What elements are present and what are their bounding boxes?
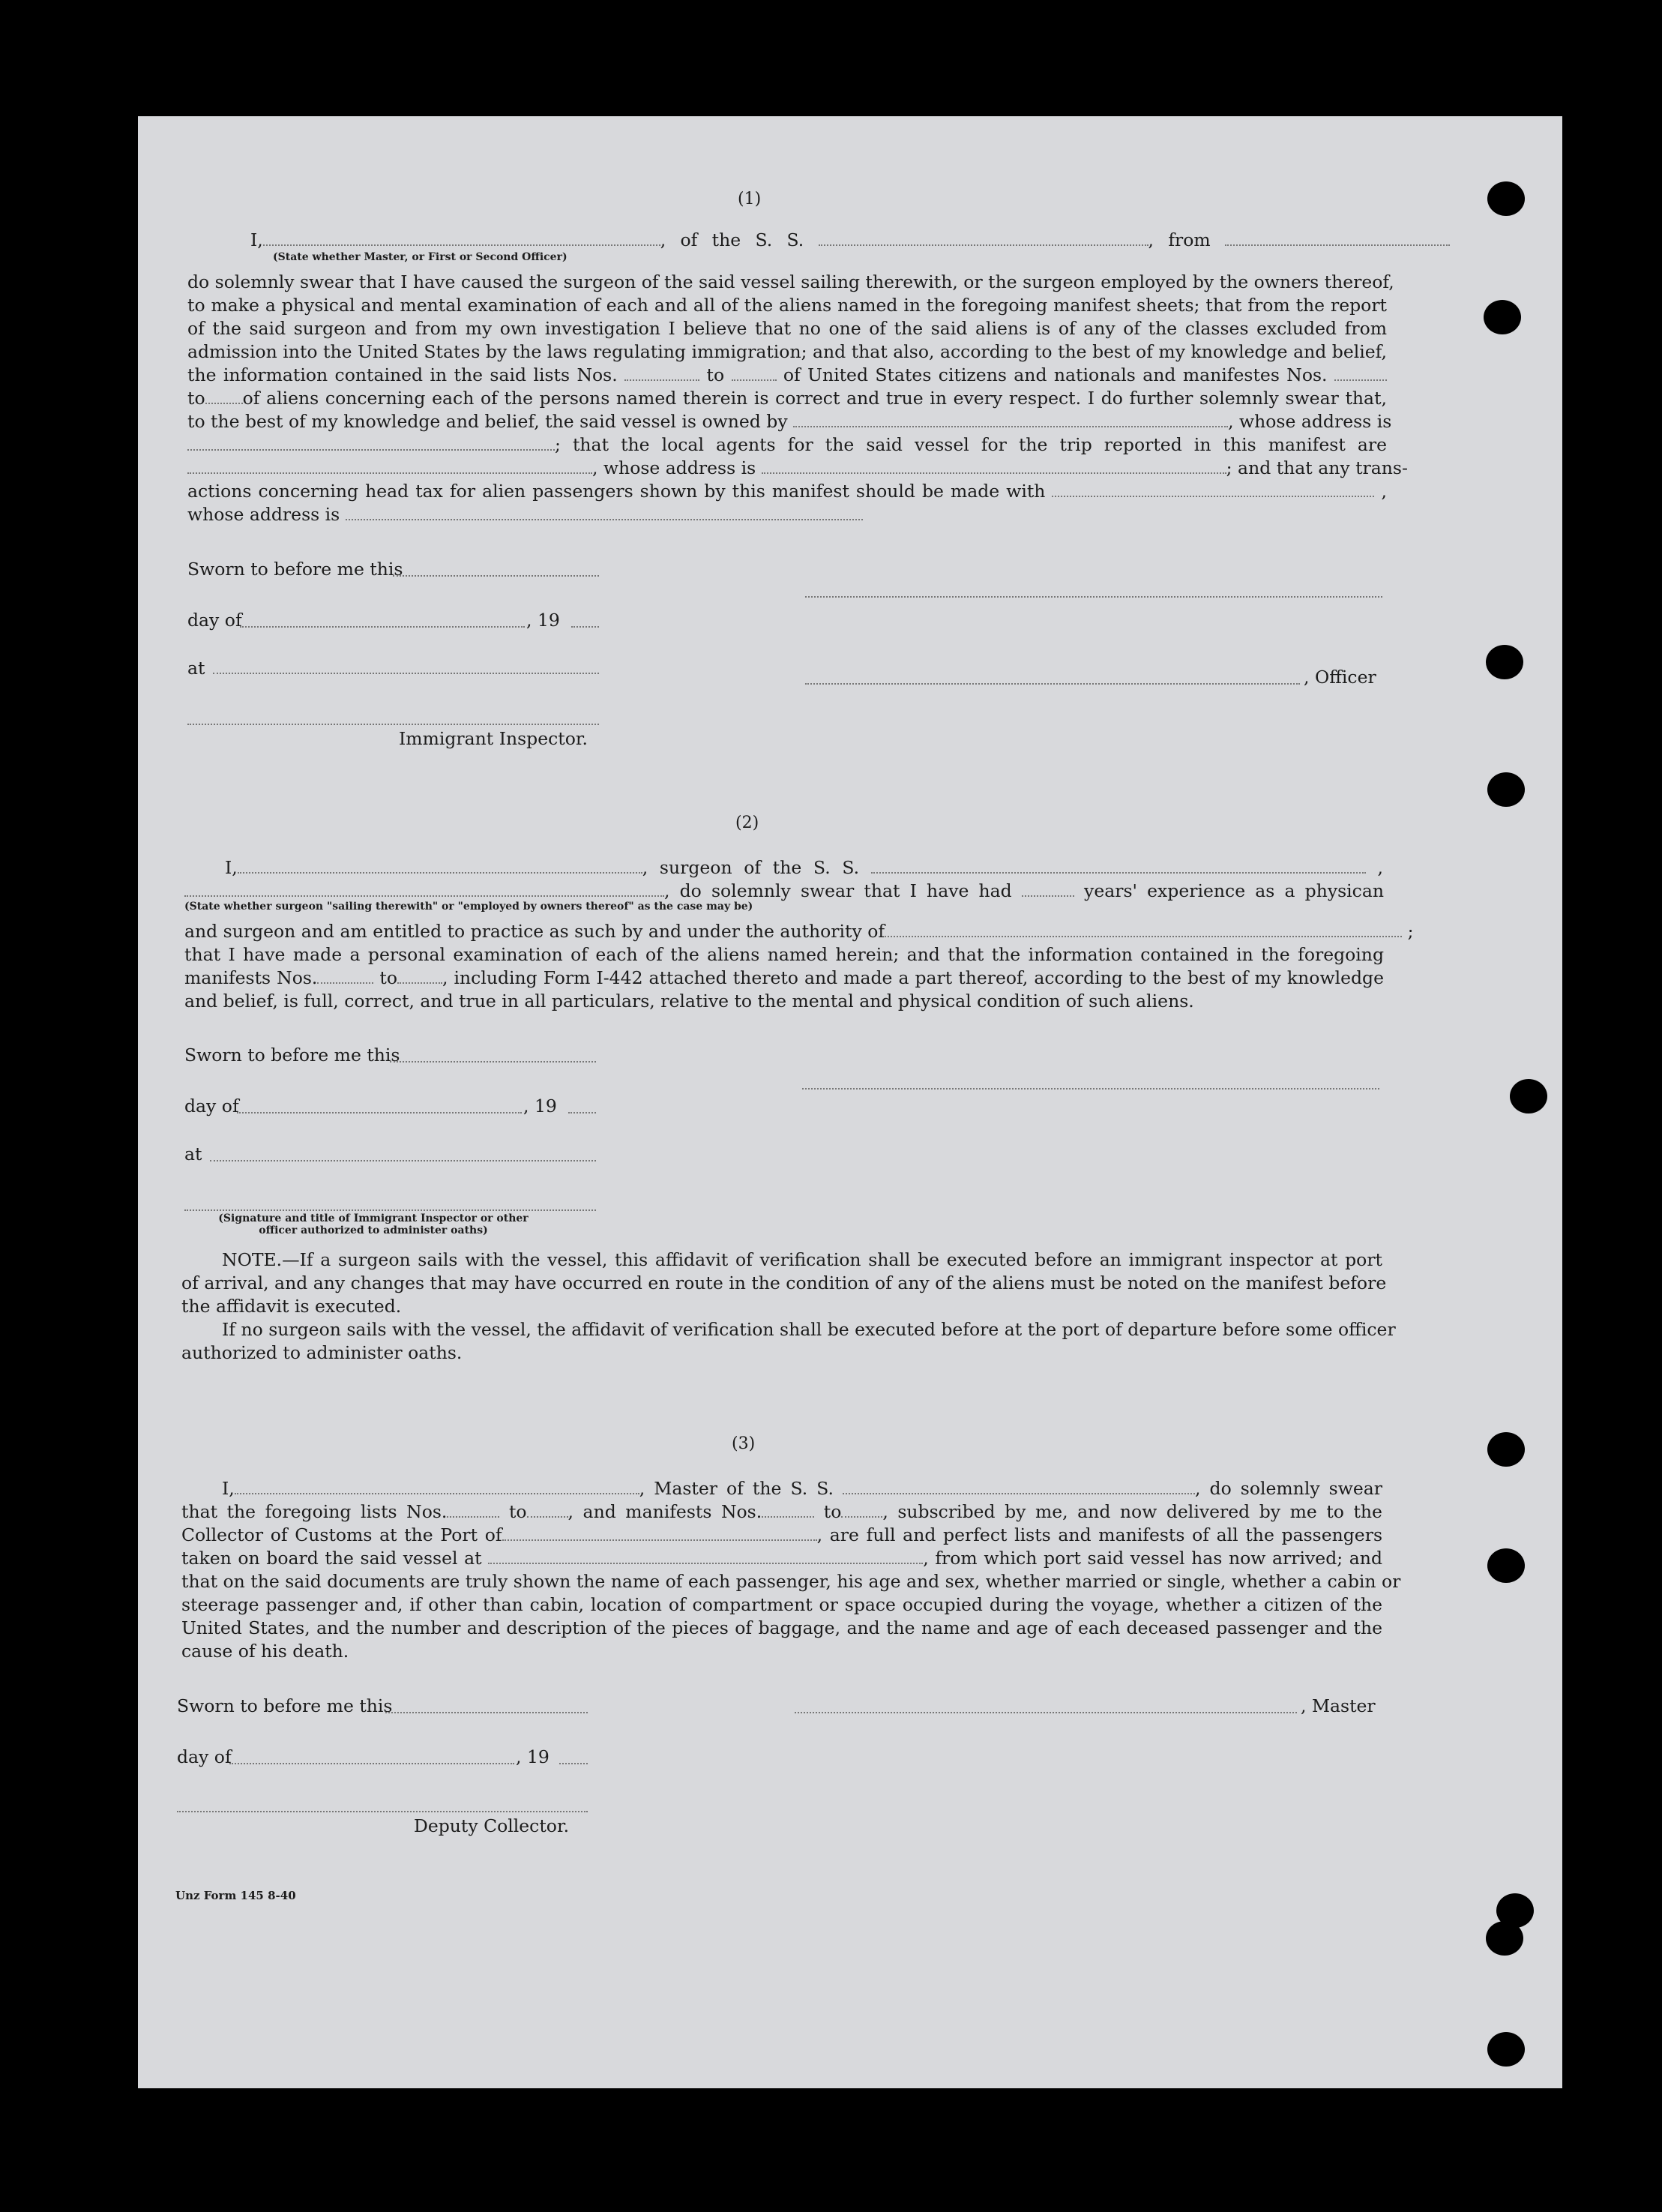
s3-body-7: cause of his death. (181, 1641, 349, 1662)
s2-sworn-line (390, 1061, 596, 1063)
document-page (138, 116, 1562, 2088)
s3-master-line (795, 1712, 1297, 1713)
s3-master-label: , Master (1301, 1695, 1376, 1716)
section-3-heading: (3) (732, 1434, 756, 1453)
s3-line-1: I, , Master of the S. S. , do solemnly swear (222, 1478, 1382, 1499)
s1-body-5: the information contained in the said lists Nos. to of United States citizens and nationals and manifestes Nos. (187, 364, 1387, 387)
punch-hole (1486, 1921, 1523, 1956)
s2-sworn: Sworn to before me this (184, 1045, 400, 1066)
s1-inspector-label: Immigrant Inspector. (399, 728, 588, 749)
punch-hole (1487, 1432, 1525, 1467)
s2-at: at (184, 1143, 202, 1164)
s3-day: day of (177, 1746, 232, 1767)
s2-body-4: and belief, is full, correct, and true in all particulars, relative to the mental and physical condition of such aliens. (184, 991, 1194, 1012)
s1-body-2: to make a physical and mental examination of each and all of the aliens named in the foregoing manifest sheets; that from the report (187, 295, 1387, 316)
punch-hole (1487, 181, 1525, 216)
s2-at-line (210, 1160, 596, 1161)
s2-year-line (568, 1112, 596, 1113)
s2-year: , 19 (523, 1096, 557, 1116)
s2-note-5: authorized to administer oaths. (181, 1342, 463, 1363)
s2-body-3: manifests Nos. to , including Form I-442 attached thereto and made a part thereof, according to the best of my knowledge (184, 967, 1384, 988)
s1-body-4: admission into the United States by the laws regulating immigration; and that also, according to the best of my knowledge and belief, (187, 341, 1387, 362)
section-1-heading: (1) (738, 190, 762, 208)
s2-officer-line (184, 1209, 596, 1211)
punch-hole (1510, 1079, 1547, 1113)
s1-body-7: to the best of my knowledge and belief, the said vessel is owned by , whose address is (187, 411, 1392, 432)
s3-body-2: Collector of Customs at the Port of , are full and perfect lists and manifests of all the passengers (181, 1524, 1382, 1545)
s1-at-line (213, 673, 599, 674)
s2-day-line (237, 1112, 522, 1113)
punch-hole (1484, 300, 1521, 334)
s1-body-11: whose address is (187, 503, 863, 526)
s2-surgeon-note: (State whether surgeon "sailing therewith" or "employed by owners thereof" as the case may be) (184, 901, 753, 913)
s1-at: at (187, 658, 205, 679)
s1-body-1: do solemnly swear that I have caused the surgeon of the said vessel sailing therewith, or the surgeon employed by the owners thereof, (187, 271, 1394, 292)
s1-sworn-line (393, 575, 599, 577)
s2-day: day of (184, 1096, 239, 1116)
punch-hole (1487, 2032, 1525, 2067)
s1-body-9: , whose address is ; and that any trans- (187, 457, 1387, 480)
s2-body-1: and surgeon and am entitled to practice as such by and under the authority of ; (184, 921, 1414, 942)
s2-signature-note: (Signature and title of Immigrant Inspector or other officer authorized to administer oaths) (218, 1212, 529, 1236)
s1-sworn: Sworn to before me this (187, 559, 403, 580)
s2-line-2: , do solemnly swear that I have had years' experience as a physican (184, 880, 1384, 903)
punch-hole (1487, 1548, 1525, 1583)
s3-year-line (559, 1763, 588, 1764)
s2-note-3: the affidavit is executed. (181, 1296, 402, 1317)
s3-day-line (229, 1763, 514, 1764)
s2-note-1: NOTE.—If a surgeon sails with the vessel, this affidavit of verification shall be executed before an immigrant inspector at port (222, 1249, 1382, 1270)
punch-hole (1486, 645, 1523, 679)
s3-sworn: Sworn to before me this (177, 1695, 393, 1716)
s1-body-8: ; that the local agents for the said vessel for the trip reported in this manifest are (187, 433, 1387, 457)
s3-collector-label: Deputy Collector. (414, 1815, 570, 1836)
s3-body-6: United States, and the number and description of the pieces of baggage, and the name and age of each deceased passenger and the (181, 1617, 1382, 1638)
s1-line-1: I, , of the S. S. , from (250, 229, 1450, 252)
section-2-heading: (2) (735, 814, 759, 832)
s1-officer-note: (State whether Master, or First or Second Officer) (273, 251, 567, 263)
s2-line-1: I, , surgeon of the S. S. , (225, 857, 1383, 878)
s3-year: , 19 (516, 1746, 550, 1767)
s1-signature-line (805, 596, 1382, 598)
s2-note-2: of arrival, and any changes that may have occurred en route in the condition of any of the aliens must be noted on the manifest before (181, 1272, 1387, 1293)
s1-body-10: actions concerning head tax for alien passengers shown by this manifest should be made with , (187, 481, 1387, 502)
s2-signature-line (802, 1088, 1379, 1090)
s2-body-2: that I have made a personal examination of each of the aliens named herein; and that the information contained in the foregoing (184, 944, 1384, 965)
s3-body-4: that on the said documents are truly shown the name of each passenger, his age and sex, whether married or single, whether a cabin or (181, 1571, 1401, 1592)
s1-body-3: of the said surgeon and from my own investigation I believe that no one of the said aliens is of any of the classes excluded from (187, 318, 1387, 339)
s3-sworn-line (385, 1712, 588, 1713)
s3-collector-line (177, 1811, 588, 1812)
s3-body-3: taken on board the said vessel at , from which port said vessel has now arrived; and (181, 1548, 1382, 1569)
punch-hole (1487, 772, 1525, 807)
s1-day: day of (187, 610, 242, 631)
form-number: Unz Form 145 8-40 (175, 1889, 296, 1902)
s2-note-4: If no surgeon sails with the vessel, the affidavit of verification shall be executed before at the port of departure before some officer (222, 1319, 1396, 1340)
s1-officer-line (805, 683, 1300, 685)
s3-body-1: that the foregoing lists Nos. to , and manifests Nos. to , subscribed by me, and now delivered by me to the (181, 1501, 1382, 1522)
s1-inspector-line (187, 724, 599, 725)
s1-day-line (240, 626, 525, 628)
s1-year-line (571, 626, 599, 628)
s1-body-6: to of aliens concerning each of the persons named therein is correct and true in every respect. I do further solemnly swear that, (187, 388, 1387, 409)
s1-officer-label: , Officer (1304, 667, 1376, 688)
s1-year: , 19 (526, 610, 560, 631)
s3-body-5: steerage passenger and, if other than cabin, location of compartment or space occupied during the voyage, whether a citizen of the (181, 1594, 1382, 1615)
